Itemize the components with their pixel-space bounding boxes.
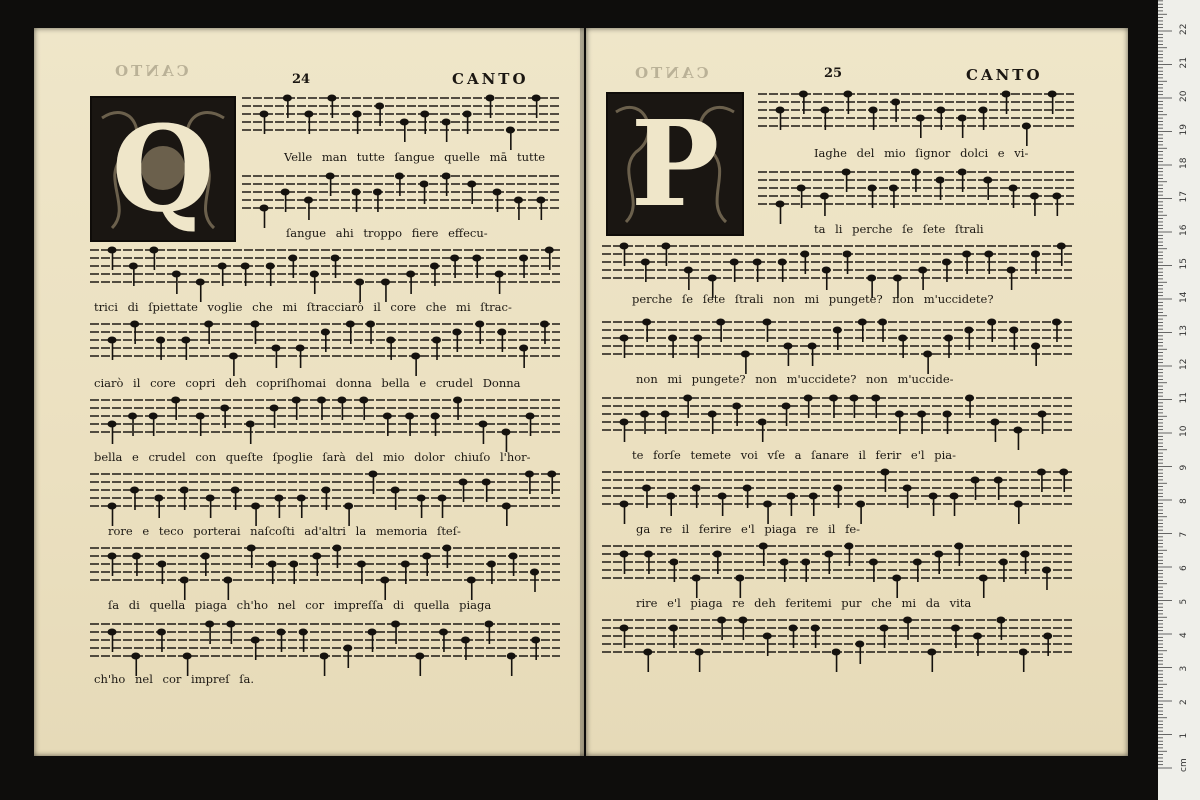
lyric-line: te forſe temete voi vſe a ſanare il ferir e'l pia- bbox=[632, 448, 956, 462]
lyric-line: rore e teco porterai naſcoſti ad'altri la memoria ſteſ- bbox=[108, 524, 461, 538]
ruler-label: 14 bbox=[1179, 291, 1189, 303]
lyric-line: ſangue ahi troppo fiere effecu- bbox=[286, 226, 488, 240]
ruler-label: 1 bbox=[1179, 732, 1189, 739]
running-header: CANTO bbox=[966, 66, 1043, 84]
page-number: 24 bbox=[292, 72, 311, 87]
ruler-label: 17 bbox=[1179, 191, 1189, 203]
ruler-label: 21 bbox=[1179, 57, 1189, 69]
lyric-line: Velle man tutte ſangue quelle mā tutte bbox=[284, 150, 546, 164]
initial-letter: Q bbox=[111, 99, 215, 238]
left-page bbox=[34, 28, 584, 756]
ruler-label: 12 bbox=[1179, 358, 1189, 370]
lyric-line: perche ſe ſete ſtrali non mi pungete? non m'uccidete? bbox=[632, 292, 994, 306]
lyric-line: ciarò il core copri deh copriſhomai donna bella e crudel Donna bbox=[94, 376, 521, 390]
ruler-label: 18 bbox=[1179, 157, 1189, 169]
lyric-line: trici di ſpiettate voglie che mi ſtracciarò il core che mi ſtrac- bbox=[94, 300, 512, 314]
running-header: CANTO bbox=[452, 70, 529, 88]
lyric-line: ſa di quella piaga ch'ho nel cor impreſſa di quella piaga bbox=[108, 598, 492, 612]
ruler-label: 20 bbox=[1179, 90, 1189, 102]
bleed-through-header: CANTO bbox=[112, 62, 189, 80]
ruler-label: 9 bbox=[1179, 464, 1189, 471]
ruler-label: 8 bbox=[1179, 498, 1189, 504]
lyric-line: bella e crudel con queſte ſpoglie ſarà del mio dolor chiuſo l'hor- bbox=[94, 450, 531, 464]
ruler-label: 16 bbox=[1179, 224, 1189, 236]
measuring-ruler bbox=[1158, 0, 1200, 800]
right-page bbox=[586, 28, 1128, 756]
lyric-line: ta li perche ſe ſete ſtrali bbox=[814, 222, 984, 236]
ruler-label: 15 bbox=[1179, 258, 1189, 270]
ruler-label: 3 bbox=[1179, 665, 1189, 672]
bleed-through-header: CANTO bbox=[632, 64, 709, 82]
music-staves bbox=[586, 28, 1128, 756]
ruler-label: 22 bbox=[1179, 23, 1189, 35]
ruler-label: 6 bbox=[1179, 565, 1189, 571]
initial-letter: P bbox=[630, 94, 720, 233]
lyric-line: rire e'l piaga re deh feritemi pur che mi da vita bbox=[636, 596, 972, 610]
ruler-label: 7 bbox=[1179, 531, 1189, 538]
ruler-label: 5 bbox=[1179, 598, 1189, 605]
ruler-label: 4 bbox=[1179, 632, 1189, 638]
music-staves bbox=[34, 28, 584, 756]
lyric-line: non mi pungete? non m'uccidete? non m'uccide- bbox=[636, 372, 954, 386]
lyric-line: ga re il ferire e'l piaga re il fe- bbox=[636, 522, 861, 536]
lyric-line: ch'ho nel cor impreſ ſa. bbox=[94, 672, 254, 686]
ruler-label: cm bbox=[1179, 758, 1189, 772]
ruler-label: 11 bbox=[1179, 392, 1189, 404]
lyric-line: Iaghe del mio ſignor dolci e vi- bbox=[814, 146, 1029, 160]
ruler-label: 19 bbox=[1179, 124, 1189, 136]
ruler-label: 10 bbox=[1179, 425, 1189, 437]
ruler-ticks bbox=[1158, 0, 1200, 800]
page-number: 25 bbox=[824, 66, 843, 81]
ruler-label: 2 bbox=[1179, 699, 1189, 705]
ruler-label: 13 bbox=[1179, 325, 1189, 337]
